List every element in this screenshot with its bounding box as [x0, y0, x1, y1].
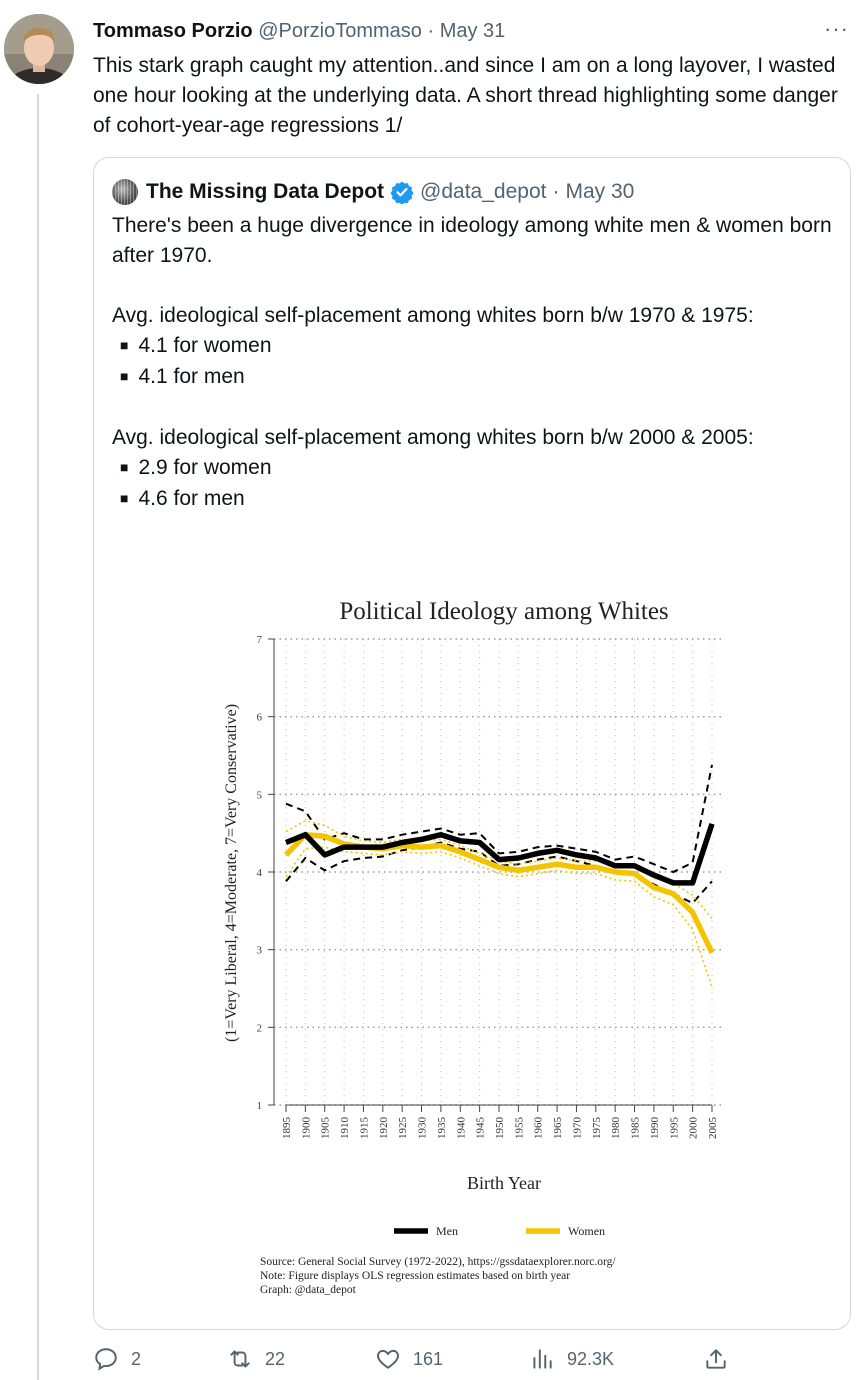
- repost-icon: [227, 1346, 253, 1372]
- x-tick-label: 1935: [435, 1117, 448, 1139]
- x-tick-label: 1925: [397, 1117, 410, 1139]
- tweet-header: [93, 18, 505, 44]
- views-button[interactable]: [529, 1346, 614, 1372]
- quoted-tweet-date: May 30: [565, 180, 635, 203]
- reply-icon: [93, 1346, 119, 1372]
- block1-title: Avg. ideological self-placement among whites born b/w 1970 & 1975:: [112, 304, 754, 327]
- x-tick-label: 1915: [358, 1117, 371, 1139]
- y-tick-label: 5: [256, 789, 262, 802]
- tweet-text: This stark graph caught my attention..and since I am on a long layover, I wasted one hour looking at the underlying data. A short thread highlighting some danger of cohort-year-age regressions 1/: [93, 54, 838, 137]
- chart-note: Source: General Social Survey (1972-2022), https://gssdataexplorer.norc.org/: [260, 1256, 616, 1268]
- thread-line: [37, 94, 39, 1380]
- y-tick-label: 6: [256, 711, 262, 724]
- quoted-intro: There's been a huge divergence in ideology among white men & women born after 1970.: [112, 214, 832, 267]
- y-tick-label: 3: [256, 944, 262, 957]
- action-bar: [93, 1346, 833, 1380]
- x-tick-label: 2005: [707, 1117, 719, 1139]
- separator-dot: ·: [427, 20, 435, 42]
- legend-label-women: Women: [568, 1224, 606, 1238]
- x-tick-label: 1990: [648, 1117, 661, 1139]
- heart-icon: [375, 1346, 401, 1372]
- reply-button[interactable]: [93, 1346, 141, 1372]
- x-tick-label: 1965: [552, 1117, 565, 1139]
- author-handle[interactable]: @PorzioTommaso: [258, 20, 422, 42]
- x-tick-label: 1950: [494, 1117, 506, 1139]
- block2-item: ■ 4.6 for men: [112, 484, 832, 515]
- tweet-date[interactable]: May 31: [439, 20, 506, 42]
- quoted-author-name: The Missing Data Depot: [146, 180, 385, 203]
- views-chart-icon: [529, 1346, 555, 1372]
- like-button[interactable]: [375, 1346, 443, 1372]
- block1-item: ■ 4.1 for men: [112, 362, 832, 393]
- share-button[interactable]: [703, 1346, 741, 1372]
- share-icon: [703, 1346, 729, 1372]
- separator-dot: ·: [552, 180, 560, 203]
- block2-title: Avg. ideological self-placement among whites born b/w 2000 & 2005:: [112, 426, 754, 449]
- repost-count: 22: [265, 1348, 286, 1369]
- repost-button[interactable]: [227, 1346, 285, 1372]
- legend-label-men: Men: [436, 1224, 458, 1238]
- quoted-author-handle: @data_depot: [420, 180, 547, 203]
- x-tick-label: 1910: [339, 1117, 352, 1139]
- more-icon[interactable]: ···: [824, 16, 849, 41]
- reply-count: 2: [131, 1348, 142, 1369]
- chart-note: Note: Figure displays OLS regression estimates based on birth year: [260, 1270, 571, 1282]
- x-tick-label: 1975: [590, 1117, 603, 1139]
- x-tick-label: 1930: [416, 1117, 429, 1139]
- chart-note: Graph: @data_depot: [260, 1284, 356, 1296]
- y-tick-label: 2: [256, 1022, 262, 1035]
- chart-image[interactable]: [204, 583, 764, 1313]
- ideology-chart: [204, 583, 764, 1313]
- y-tick-label: 1: [256, 1100, 262, 1112]
- x-tick-label: 1920: [377, 1117, 390, 1139]
- x-tick-label: 1985: [629, 1117, 642, 1139]
- x-tick-label: 1995: [668, 1117, 681, 1139]
- chart-title: Political Ideology among Whites: [339, 598, 669, 625]
- x-tick-label: 2000: [687, 1117, 700, 1139]
- quoted-tweet-header: [112, 178, 634, 206]
- block2-item: ■ 2.9 for women: [112, 453, 832, 484]
- verified-badge-icon: [390, 180, 414, 204]
- x-tick-label: 1970: [571, 1117, 584, 1139]
- x-tick-label: 1940: [455, 1117, 468, 1139]
- x-tick-label: 1945: [474, 1117, 487, 1139]
- y-tick-label: 4: [256, 867, 262, 879]
- x-axis-label: Birth Year: [466, 1173, 542, 1193]
- y-axis-label: (1=Very Liberal, 4=Moderate, 7=Very Conservative): [223, 703, 240, 1043]
- x-tick-label: 1980: [610, 1117, 623, 1139]
- x-tick-label: 1895: [281, 1117, 293, 1139]
- avatar[interactable]: [4, 14, 74, 84]
- x-tick-label: 1960: [532, 1117, 545, 1139]
- block1-item: ■ 4.1 for women: [112, 331, 832, 362]
- x-tick-label: 1905: [319, 1117, 332, 1139]
- quoted-tweet-card[interactable]: [93, 157, 851, 1330]
- quoted-avatar: [112, 179, 138, 205]
- x-tick-label: 1955: [513, 1117, 526, 1139]
- like-count: 161: [413, 1348, 444, 1369]
- author-name[interactable]: Tommaso Porzio: [93, 20, 253, 42]
- quoted-tweet-text: [112, 211, 832, 515]
- y-tick-label: 7: [256, 634, 262, 646]
- view-count: 92.3K: [567, 1348, 615, 1369]
- x-tick-label: 1900: [300, 1117, 313, 1139]
